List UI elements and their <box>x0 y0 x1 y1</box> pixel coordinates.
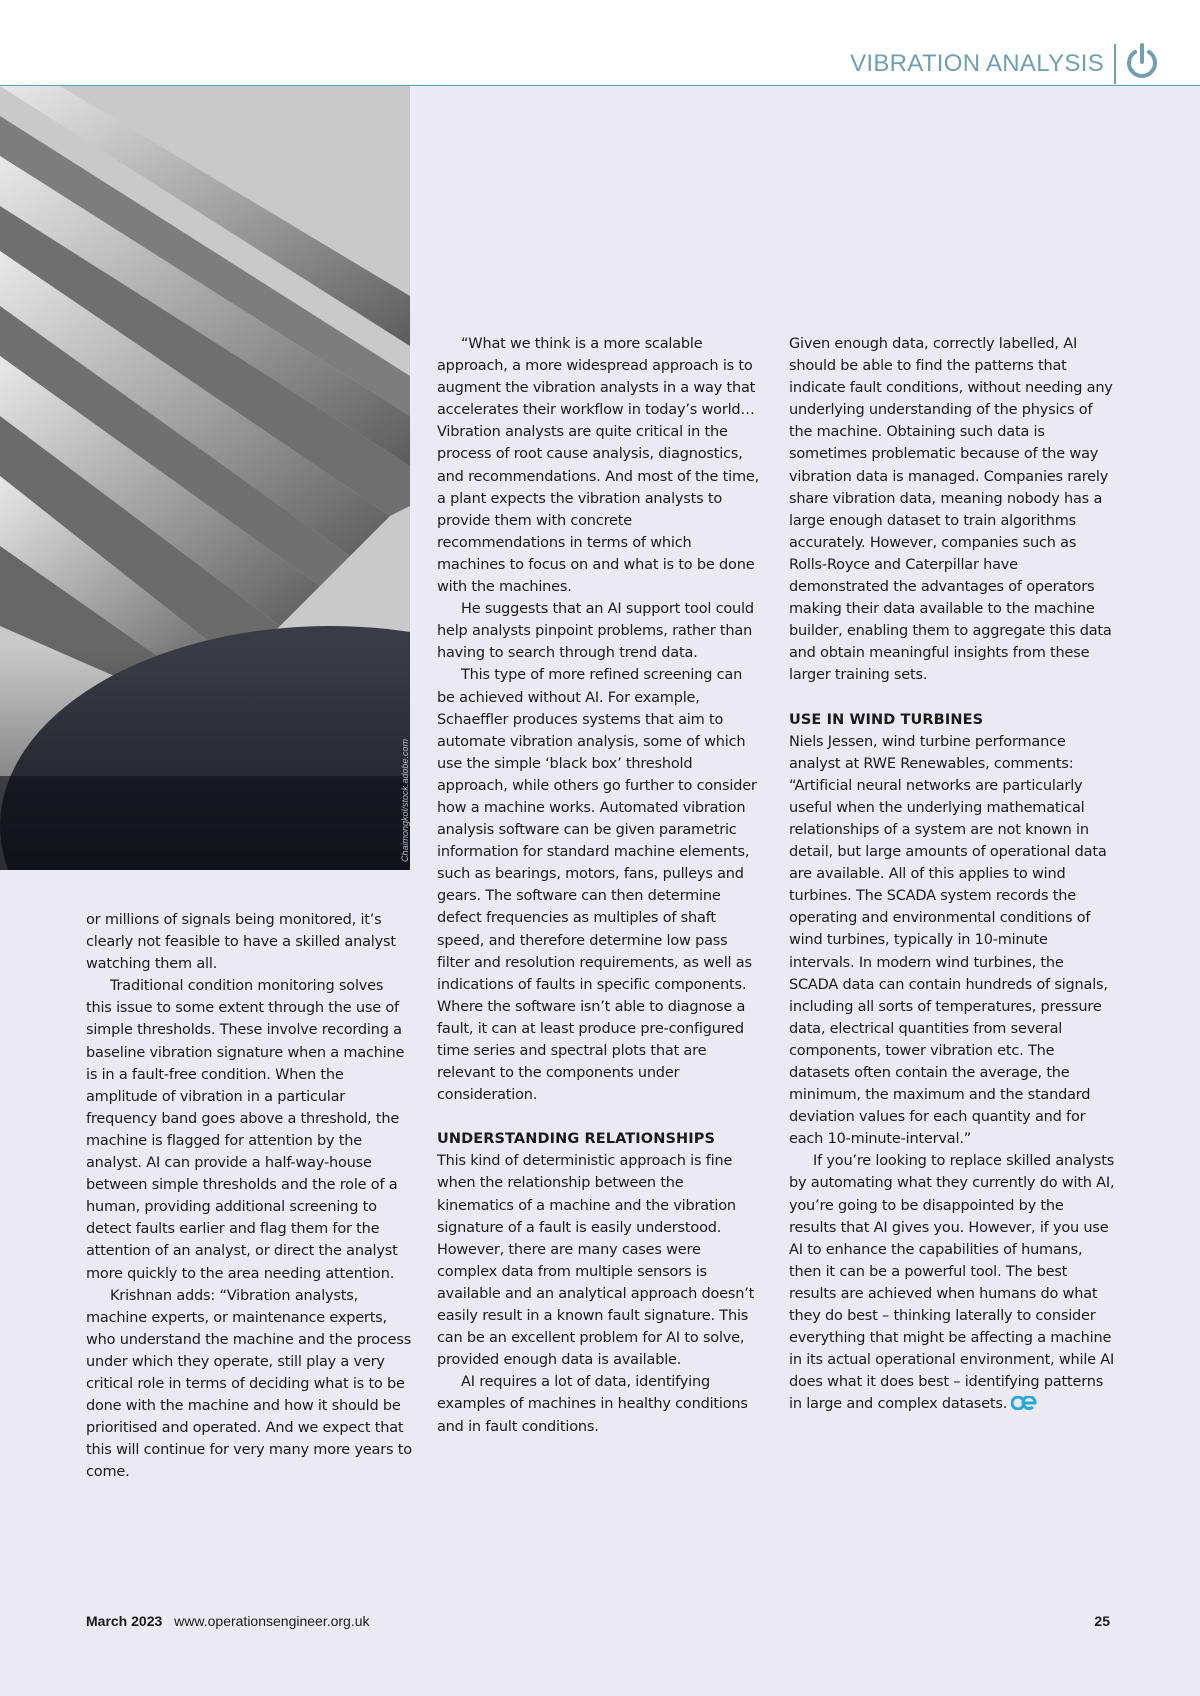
power-icon <box>1124 42 1160 82</box>
photo-credit: Chaimongkol/stock.adobe.com <box>400 738 410 862</box>
subheading-use-in-wind-turbines: USE IN WIND TURBINES <box>789 711 984 728</box>
paragraph: This type of more refined screening can be achieved without AI. For example, Schaeffler produces systems that aim to automate vibration analysis, some of which use the simple ‘black box’ threshold approach, while others go further to consider how a machine works. Automated vibration analysis software can be given parametric information for standard machine elements, such as bearings, motors, fans, pulleys and gears. The software can then determine defect frequencies as multiples of shaft speed, and therefore determine low pass filter and resolution requirements, as well as indications of faults in specific components. Where the software isn’t able to diagnose a fault, it can at least produce pre-configured time series and spectral plots that are relevant to the components under consideration. <box>437 667 757 1104</box>
website-url: www.operationsengineer.org.uk <box>174 1613 370 1629</box>
paragraph: AI requires a lot of data, identifying examples of machines in healthy conditions and in fault conditions. <box>437 1374 748 1435</box>
paragraph: This kind of deterministic approach is fine when the relationship between the kinematics of a machine and the vibration signature of a fault is easily understood. However, there are many cases were complex data from multiple sensors is available and an analytical approach doesn’t easily result in a known fault signature. This can be an excellent problem for AI to solve, provided enough data is available. <box>437 1153 755 1369</box>
paragraph: or millions of signals being monitored, it’s clearly not feasible to have a skilled analyst watching them all. <box>86 912 396 973</box>
paragraph: Niels Jessen, wind turbine performance analyst at RWE Renewables, comments: “Artificial neural networks are particularly useful when the underlying mathematical relationships of a system are not known in detail, but large amounts of operational data are available. All of this applies to wind turbines. The SCADA system records the operating and environmental conditions of wind turbines, typically in 10-minute intervals. In modern wind turbines, the SCADA data can contain hundreds of signals, including all sorts of temperatures, pressure data, electrical quantities from several components, tower vibration etc. The datasets often contain the average, the minimum, the maximum and the standard deviation values for each quantity and for each 10-minute-interval.” <box>789 733 1108 1148</box>
article-column-3 <box>789 333 1115 1416</box>
subheading-understanding-relationships: UNDERSTANDING RELATIONSHIPS <box>437 1131 715 1148</box>
paragraph: Given enough data, correctly labelled, AI should be able to find the patterns that indicate fault conditions, without needing any underlying understanding of the physics of the machine. Obtaining such data is sometimes problematic because of the way vibration data is managed. Companies rarely share vibration data, meaning nobody has a large enough dataset to train algorithms accurately. However, companies such as Rolls-Royce and Caterpillar have demonstrated the advantages of operators making their data available to the machine builder, enabling them to aggregate this data and obtain meaningful insights from these larger training sets. <box>789 336 1113 684</box>
paragraph-text: If you’re looking to replace skilled analysts by automating what they currently do with AI, you’re going to be disappointed by the results that AI gives you. However, if you use AI to enhance the capabilities of humans, then it can be a powerful tool. The best results are achieved when humans do what they do best – thinking laterally to consider everything that might be affecting a machine in its actual operational environment, while AI does what it does best – identifying patterns in large and complex datasets. <box>789 1153 1115 1413</box>
article-photo <box>0 86 410 870</box>
paragraph: Traditional condition monitoring solves this issue to some extent through the use of simple thresholds. These involve recording a baseline vibration signature when a machine is in a fault-free condition. When the amplitude of vibration in a particular frequency band goes above a threshold, the machine is flagged for attention by the analyst. AI can provide a half-way-house between simple thresholds and the role of a human, providing additional screening to detect faults earlier and flag them for the attention of an analyst, or direct the analyst more quickly to the area needing attention. <box>86 978 405 1282</box>
section-title: VIBRATION ANALYSIS <box>850 50 1104 77</box>
end-mark-icon <box>1011 1396 1037 1410</box>
last-paragraph <box>789 1150 1115 1415</box>
issue-date: March 2023 <box>86 1613 163 1629</box>
paragraph: Krishnan adds: “Vibration analysts, machine experts, or maintenance experts, who understand the machine and the process under which they operate, still play a very critical role in terms of deciding what is to be done with the machine and how it should be prioritised and operated. And we expect that this will continue for very many more years to come. <box>86 1287 412 1481</box>
paragraph: “What we think is a more scalable approach, a more widespread approach is to augment the vibration analysts in a way that accelerates their workflow in today’s world… Vibration analysts are quite critical in the process of root cause analysis, diagnostics, and recommendations. And most of the time, a plant expects the vibration analysts to provide them with concrete recommendations in terms of which machines to focus on and what is to be done with the machines. <box>437 336 760 596</box>
cooling-fins-image <box>0 86 410 870</box>
page-footer <box>86 1613 370 1629</box>
page-number: 25 <box>1094 1613 1110 1629</box>
paragraph: He suggests that an AI support tool could help analysts pinpoint problems, rather than having to search through trend data. <box>437 601 754 662</box>
article-column-2 <box>437 333 763 1438</box>
page-header <box>0 0 1200 86</box>
header-divider <box>1114 44 1116 84</box>
article-column-1 <box>86 909 412 1483</box>
